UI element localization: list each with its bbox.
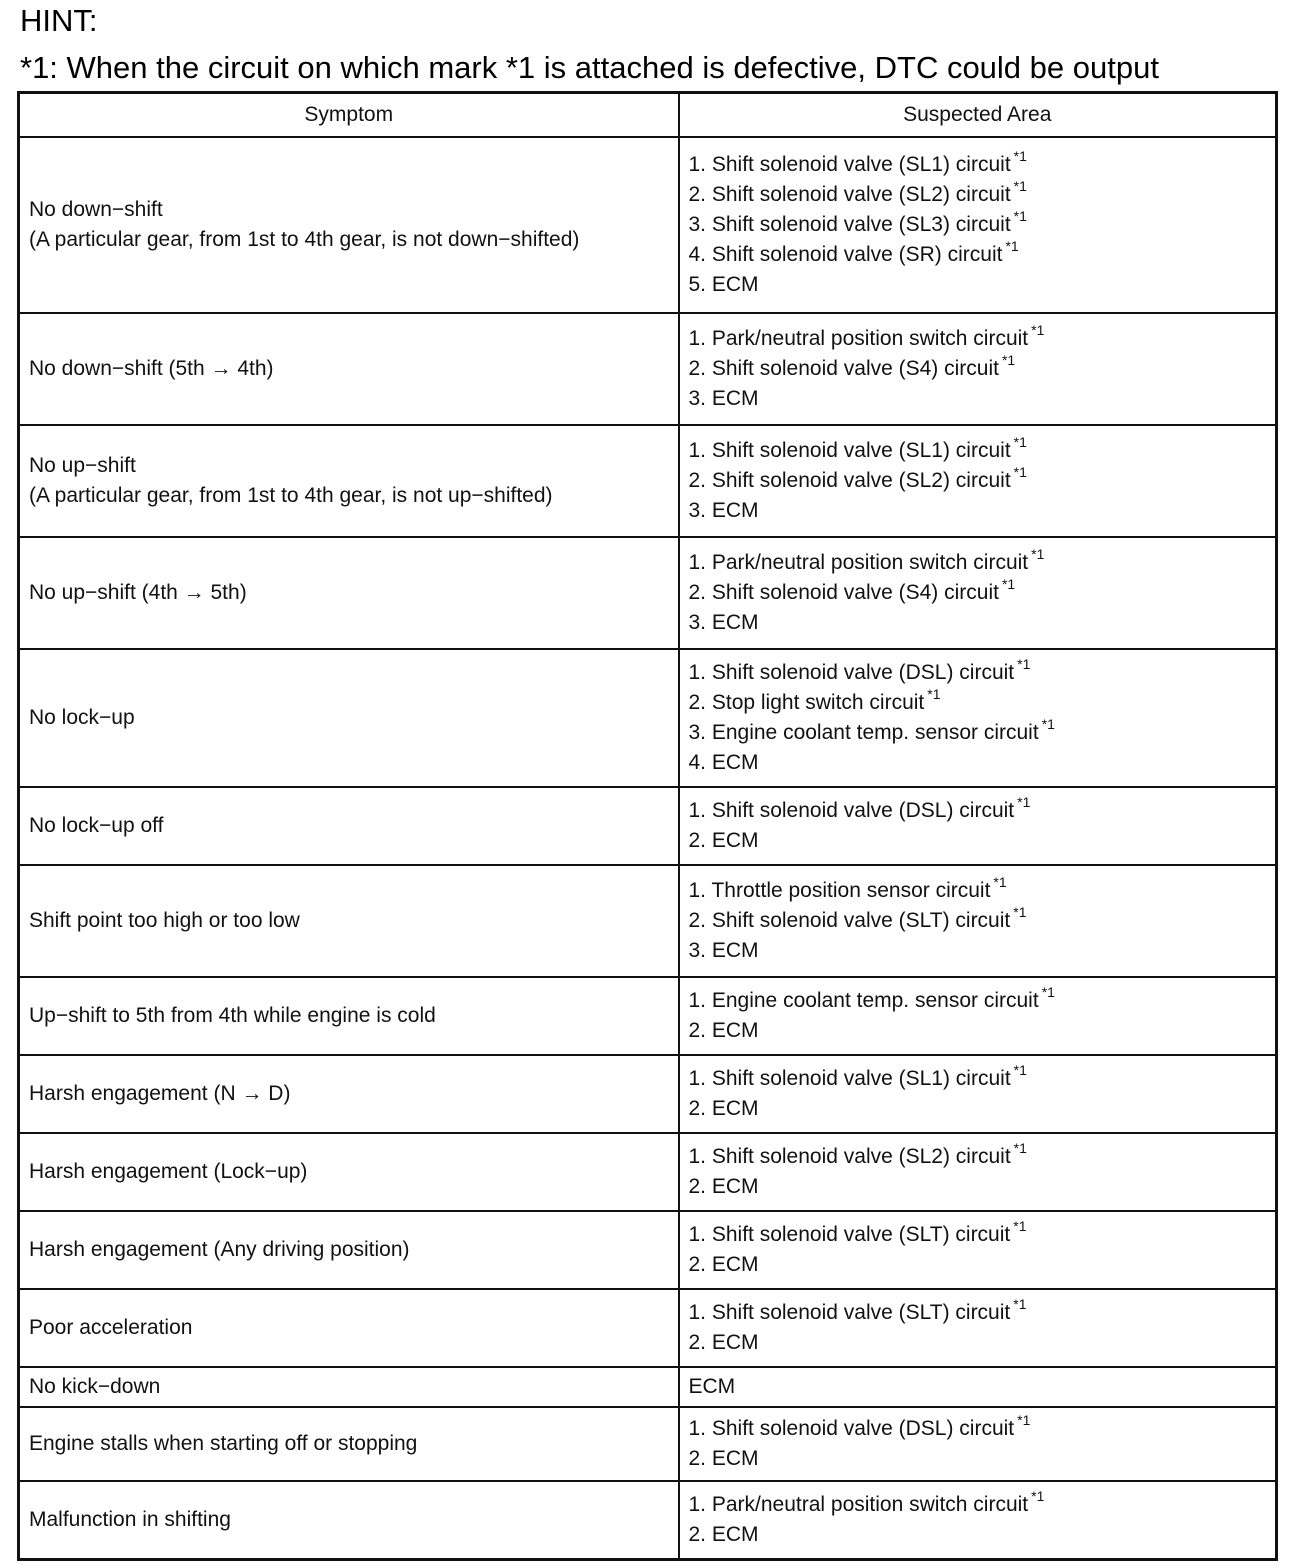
- suspected-area-text: 2. ECM: [688, 1447, 759, 1470]
- suspected-area-text: 1. Shift solenoid valve (SL1) circuit: [688, 439, 1011, 462]
- table-row: [19, 1211, 1277, 1289]
- suspected-area-item: [689, 324, 1267, 354]
- suspected-area-list: [689, 1298, 1267, 1358]
- suspected-area-item: [689, 986, 1267, 1016]
- dtc-mark: *1: [1031, 322, 1045, 338]
- suspected-area-item: [689, 150, 1267, 180]
- table-row: [19, 137, 1277, 313]
- suspected-area-item: [689, 1520, 1267, 1550]
- suspected-area-text: ECM: [688, 1375, 736, 1398]
- table-row: [19, 649, 1277, 787]
- suspected-area-text: 2. Shift solenoid valve (S4) circuit: [688, 581, 999, 604]
- suspected-area-list: [689, 1414, 1267, 1474]
- suspected-area-item: [689, 936, 1267, 966]
- suspected-area-cell: [679, 313, 1277, 425]
- symptom-text: Harsh engagement (Lock−up): [29, 1160, 308, 1183]
- suspected-area-text: 1. Shift solenoid valve (DSL) circuit: [688, 661, 1015, 684]
- symptom-text: Poor acceleration: [29, 1316, 193, 1339]
- symptom-table: [17, 91, 1278, 1561]
- table-row: [19, 787, 1277, 865]
- symptom-cell: [19, 865, 679, 977]
- suspected-area-text: 2. Shift solenoid valve (S4) circuit: [688, 357, 999, 380]
- symptom-cell: [19, 313, 679, 425]
- suspected-area-text: 3. ECM: [688, 499, 759, 522]
- suspected-area-item: [689, 384, 1267, 414]
- table-row: [19, 977, 1277, 1055]
- suspected-area-text: 2. ECM: [688, 1097, 759, 1120]
- dtc-mark: *1: [993, 874, 1007, 890]
- suspected-area-text: 2. ECM: [688, 1331, 759, 1354]
- suspected-area-item: [689, 548, 1267, 578]
- suspected-area-column-header: Suspected Area: [679, 93, 1277, 138]
- symptom-text: No up−shift: [29, 454, 136, 477]
- symptom-text: No lock−up: [29, 706, 135, 729]
- suspected-area-item: [689, 1372, 1267, 1402]
- suspected-area-list: [689, 324, 1267, 414]
- table-row: [19, 1481, 1277, 1560]
- dtc-mark: *1: [1031, 1488, 1045, 1504]
- symptom-cell: [19, 1289, 679, 1367]
- table-header-row: [19, 93, 1277, 138]
- suspected-area-item: [689, 180, 1267, 210]
- suspected-area-item: [689, 748, 1267, 778]
- suspected-area-text: 1. Shift solenoid valve (SLT) circuit: [688, 1301, 1011, 1324]
- suspected-area-cell: [679, 425, 1277, 537]
- suspected-area-cell: [679, 787, 1277, 865]
- symptom-cell: [19, 1211, 679, 1289]
- suspected-area-cell: [679, 649, 1277, 787]
- suspected-area-text: 2. Shift solenoid valve (SL2) circuit: [688, 183, 1011, 206]
- dtc-mark: *1: [1013, 178, 1027, 194]
- suspected-area-text: 3. ECM: [688, 611, 759, 634]
- dtc-mark: *1: [1013, 148, 1027, 164]
- suspected-area-cell: [679, 977, 1277, 1055]
- suspected-area-item: [689, 1298, 1267, 1328]
- symptom-text: No down−shift: [29, 198, 163, 221]
- suspected-area-item: [689, 1490, 1267, 1520]
- symptom-text: No up−shift (4th → 5th): [29, 581, 247, 604]
- suspected-area-item: [689, 1016, 1267, 1046]
- suspected-area-item: [689, 210, 1267, 240]
- suspected-area-text: 2. Stop light switch circuit: [688, 691, 925, 714]
- suspected-area-item: [689, 796, 1267, 826]
- suspected-area-item: [689, 658, 1267, 688]
- suspected-area-cell: [679, 137, 1277, 313]
- dtc-mark: *1: [1001, 352, 1016, 368]
- suspected-area-item: [689, 876, 1267, 906]
- suspected-area-list: [689, 1064, 1267, 1124]
- dtc-mark: *1: [1005, 238, 1019, 254]
- suspected-area-text: 2. Shift solenoid valve (SLT) circuit: [688, 909, 1011, 932]
- suspected-area-text: 2. ECM: [688, 1019, 759, 1042]
- suspected-area-list: [689, 876, 1267, 966]
- symptom-cell: [19, 787, 679, 865]
- symptom-text: Harsh engagement (Any driving position): [29, 1238, 410, 1261]
- suspected-area-text: 1. Shift solenoid valve (SL1) circuit: [688, 1067, 1011, 1090]
- dtc-mark: *1: [927, 686, 941, 702]
- suspected-area-text: 1. Shift solenoid valve (SLT) circuit: [688, 1223, 1011, 1246]
- table-row: [19, 1055, 1277, 1133]
- symptom-cell: [19, 1481, 679, 1560]
- suspected-area-text: 2. Shift solenoid valve (SL2) circuit: [688, 469, 1011, 492]
- suspected-area-list: [689, 548, 1267, 638]
- suspected-area-item: [689, 1444, 1267, 1474]
- suspected-area-item: [689, 1220, 1267, 1250]
- suspected-area-item: [689, 1064, 1267, 1094]
- suspected-area-item: [689, 436, 1267, 466]
- dtc-mark: *1: [1017, 1412, 1031, 1428]
- suspected-area-cell: [679, 865, 1277, 977]
- suspected-area-list: [689, 150, 1267, 300]
- suspected-area-text: 1. Park/neutral position switch circuit: [688, 327, 1029, 350]
- symptom-cell: [19, 1407, 679, 1481]
- suspected-area-text: 3. Engine coolant temp. sensor circuit: [688, 721, 1039, 744]
- dtc-mark: *1: [1013, 208, 1027, 224]
- suspected-area-item: [689, 1094, 1267, 1124]
- symptom-text: No lock−up off: [29, 814, 164, 837]
- suspected-area-list: [689, 1142, 1267, 1202]
- suspected-area-text: 2. ECM: [688, 1175, 759, 1198]
- suspected-area-item: [689, 906, 1267, 936]
- symptom-cell: [19, 537, 679, 649]
- suspected-area-text: 1. Shift solenoid valve (DSL) circuit: [688, 1417, 1015, 1440]
- symptom-text: (A particular gear, from 1st to 4th gear, is not up−shifted): [29, 484, 553, 507]
- suspected-area-cell: [679, 1481, 1277, 1560]
- dtc-mark: *1: [1013, 1296, 1027, 1312]
- symptom-cell: [19, 649, 679, 787]
- dtc-mark: *1: [1013, 1218, 1027, 1234]
- suspected-area-cell: [679, 1133, 1277, 1211]
- symptom-cell: [19, 425, 679, 537]
- suspected-area-item: [689, 1250, 1267, 1280]
- dtc-mark: *1: [1031, 546, 1045, 562]
- suspected-area-text: 2. ECM: [688, 1523, 759, 1546]
- suspected-area-cell: [679, 1407, 1277, 1481]
- suspected-area-item: [689, 1142, 1267, 1172]
- dtc-mark: *1: [1013, 1140, 1027, 1156]
- suspected-area-text: 3. ECM: [688, 387, 759, 410]
- suspected-area-text: 1. Park/neutral position switch circuit: [688, 1493, 1029, 1516]
- suspected-area-cell: [679, 537, 1277, 649]
- suspected-area-list: [689, 1372, 1267, 1402]
- suspected-area-list: [689, 658, 1267, 778]
- suspected-area-text: 2. ECM: [688, 1253, 759, 1276]
- suspected-area-item: [689, 688, 1267, 718]
- suspected-area-text: 4. Shift solenoid valve (SR) circuit: [688, 243, 1003, 266]
- symptom-cell: [19, 1133, 679, 1211]
- symptom-column-header: Symptom: [19, 93, 679, 138]
- table-row: [19, 1133, 1277, 1211]
- suspected-area-text: 1. Throttle position sensor circuit: [688, 879, 991, 902]
- symptom-text: No kick−down: [29, 1375, 161, 1398]
- suspected-area-text: 1. Shift solenoid valve (SL2) circuit: [688, 1145, 1011, 1168]
- suspected-area-item: [689, 578, 1267, 608]
- symptom-cell: [19, 1055, 679, 1133]
- suspected-area-text: 1. Park/neutral position switch circuit: [688, 551, 1029, 574]
- table-row: [19, 1367, 1277, 1407]
- suspected-area-item: [689, 354, 1267, 384]
- suspected-area-list: [689, 796, 1267, 856]
- suspected-area-cell: [679, 1367, 1277, 1407]
- table-row: [19, 1407, 1277, 1481]
- symptom-cell: [19, 1367, 679, 1407]
- suspected-area-text: 4. ECM: [688, 751, 759, 774]
- suspected-area-cell: [679, 1055, 1277, 1133]
- suspected-area-cell: [679, 1289, 1277, 1367]
- suspected-area-list: [689, 1490, 1267, 1550]
- dtc-mark: *1: [1041, 716, 1055, 732]
- table-body: [19, 137, 1277, 1560]
- suspected-area-item: [689, 1414, 1267, 1444]
- symptom-text: Malfunction in shifting: [29, 1508, 231, 1531]
- symptom-text: Up−shift to 5th from 4th while engine is cold: [29, 1004, 436, 1027]
- dtc-mark: *1: [1041, 984, 1055, 1000]
- suspected-area-item: [689, 1172, 1267, 1202]
- symptom-text: Engine stalls when starting off or stopping: [29, 1432, 418, 1455]
- table-row: [19, 425, 1277, 537]
- table-row: [19, 537, 1277, 649]
- symptom-text: Shift point too high or too low: [29, 909, 300, 932]
- dtc-mark: *1: [1001, 576, 1016, 592]
- table-row: [19, 865, 1277, 977]
- suspected-area-text: 2. ECM: [688, 829, 759, 852]
- symptom-text: (A particular gear, from 1st to 4th gear, is not down−shifted): [29, 228, 580, 251]
- dtc-mark: *1: [1013, 434, 1027, 450]
- table-row: [19, 1289, 1277, 1367]
- suspected-area-item: [689, 270, 1267, 300]
- suspected-area-text: 5. ECM: [688, 273, 759, 296]
- suspected-area-item: [689, 826, 1267, 856]
- suspected-area-text: 1. Shift solenoid valve (SL1) circuit: [688, 153, 1011, 176]
- dtc-mark: *1: [1013, 464, 1027, 480]
- dtc-mark: *1: [1017, 656, 1031, 672]
- symptom-text: Harsh engagement (N → D): [29, 1082, 291, 1105]
- hint-heading: HINT:: [20, 3, 98, 38]
- suspected-area-list: [689, 986, 1267, 1046]
- suspected-area-list: [689, 436, 1267, 526]
- suspected-area-list: [689, 1220, 1267, 1280]
- suspected-area-text: 1. Shift solenoid valve (DSL) circuit: [688, 799, 1015, 822]
- dtc-mark: *1: [1013, 904, 1027, 920]
- symptom-text: No down−shift (5th → 4th): [29, 357, 274, 380]
- hint-note: *1: When the circuit on which mark *1 is attached is defective, DTC could be output: [20, 50, 1159, 85]
- suspected-area-item: [689, 496, 1267, 526]
- suspected-area-item: [689, 240, 1267, 270]
- symptom-cell: [19, 977, 679, 1055]
- suspected-area-cell: [679, 1211, 1277, 1289]
- suspected-area-text: 1. Engine coolant temp. sensor circuit: [688, 989, 1039, 1012]
- suspected-area-text: 3. Shift solenoid valve (SL3) circuit: [688, 213, 1011, 236]
- suspected-area-text: 3. ECM: [688, 939, 759, 962]
- dtc-mark: *1: [1017, 794, 1031, 810]
- suspected-area-item: [689, 466, 1267, 496]
- suspected-area-item: [689, 718, 1267, 748]
- suspected-area-item: [689, 608, 1267, 638]
- table-row: [19, 313, 1277, 425]
- symptom-cell: [19, 137, 679, 313]
- suspected-area-item: [689, 1328, 1267, 1358]
- dtc-mark: *1: [1013, 1062, 1027, 1078]
